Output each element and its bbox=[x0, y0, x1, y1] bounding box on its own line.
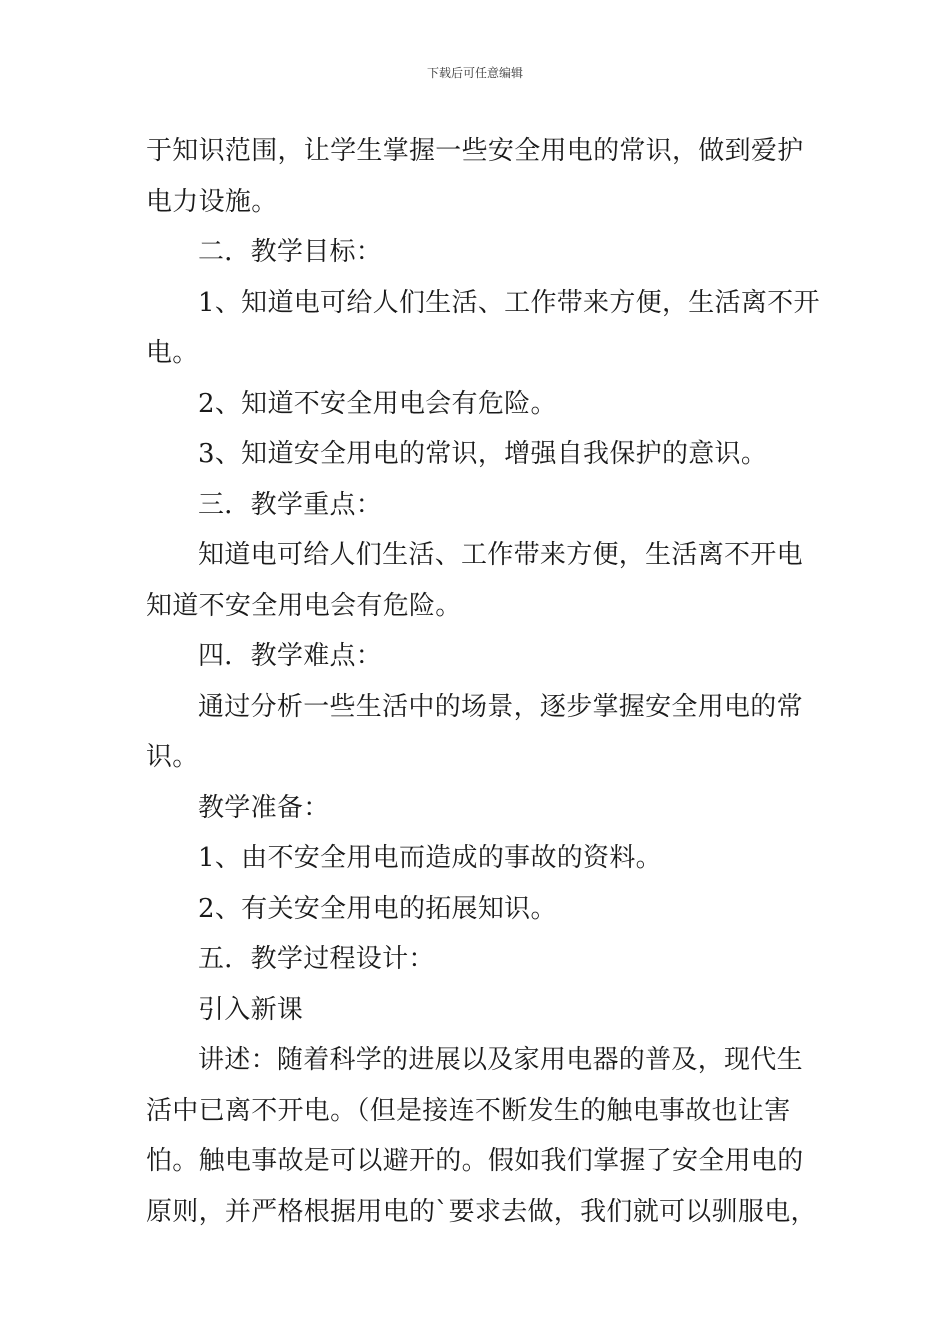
list-item: 2、有关安全用电的拓展知识。 bbox=[198, 893, 557, 924]
section-heading: 教学准备： bbox=[198, 792, 330, 823]
document-body bbox=[146, 126, 820, 1237]
text-line: 讲述：随着科学的进展以及家用电器的普及，现代生 bbox=[198, 1045, 803, 1075]
section-heading: 四．教学难点： bbox=[198, 641, 383, 671]
text-line: 怕。触电事故是可以避开的。假如我们掌握了安全用电的 bbox=[146, 1146, 804, 1176]
text-line: 电力设施。 bbox=[146, 186, 278, 217]
page-header: 下载后可任意编辑 bbox=[426, 66, 523, 80]
text-line: 于知识范围，让学生掌握一些安全用电的常识，做到爱护 bbox=[146, 136, 804, 166]
text-line: 原则，并严格根据用电的`要求去做，我们就可以驯服电， bbox=[146, 1196, 817, 1227]
list-item: 3、知道安全用电的常识，增强自我保护的意识。 bbox=[198, 439, 768, 469]
list-item: 1、知道电可给人们生活、工作带来方便，生活离不开 bbox=[198, 287, 820, 318]
text-line: 知道不安全用电会有危险。 bbox=[146, 590, 462, 621]
section-heading: 二．教学目标： bbox=[198, 237, 383, 267]
subsection-heading: 引入新课 bbox=[198, 994, 304, 1025]
section-heading: 三．教学重点： bbox=[198, 489, 383, 520]
list-item: 2、知道不安全用电会有危险。 bbox=[198, 388, 557, 419]
section-heading: 五．教学过程设计： bbox=[198, 944, 435, 974]
list-item: 1、由不安全用电而造成的事故的资料。 bbox=[198, 843, 662, 873]
text-line: 通过分析一些生活中的场景，逐步掌握安全用电的常 bbox=[198, 691, 803, 722]
text-line: 活中已离不开电。（但是接连不断发生的触电事故也让害 bbox=[146, 1095, 791, 1126]
text-line: 电。 bbox=[146, 338, 199, 368]
text-line: 知道电可给人们生活、工作带来方便，生活离不开电 bbox=[198, 540, 803, 570]
text-line: 识。 bbox=[146, 742, 199, 772]
